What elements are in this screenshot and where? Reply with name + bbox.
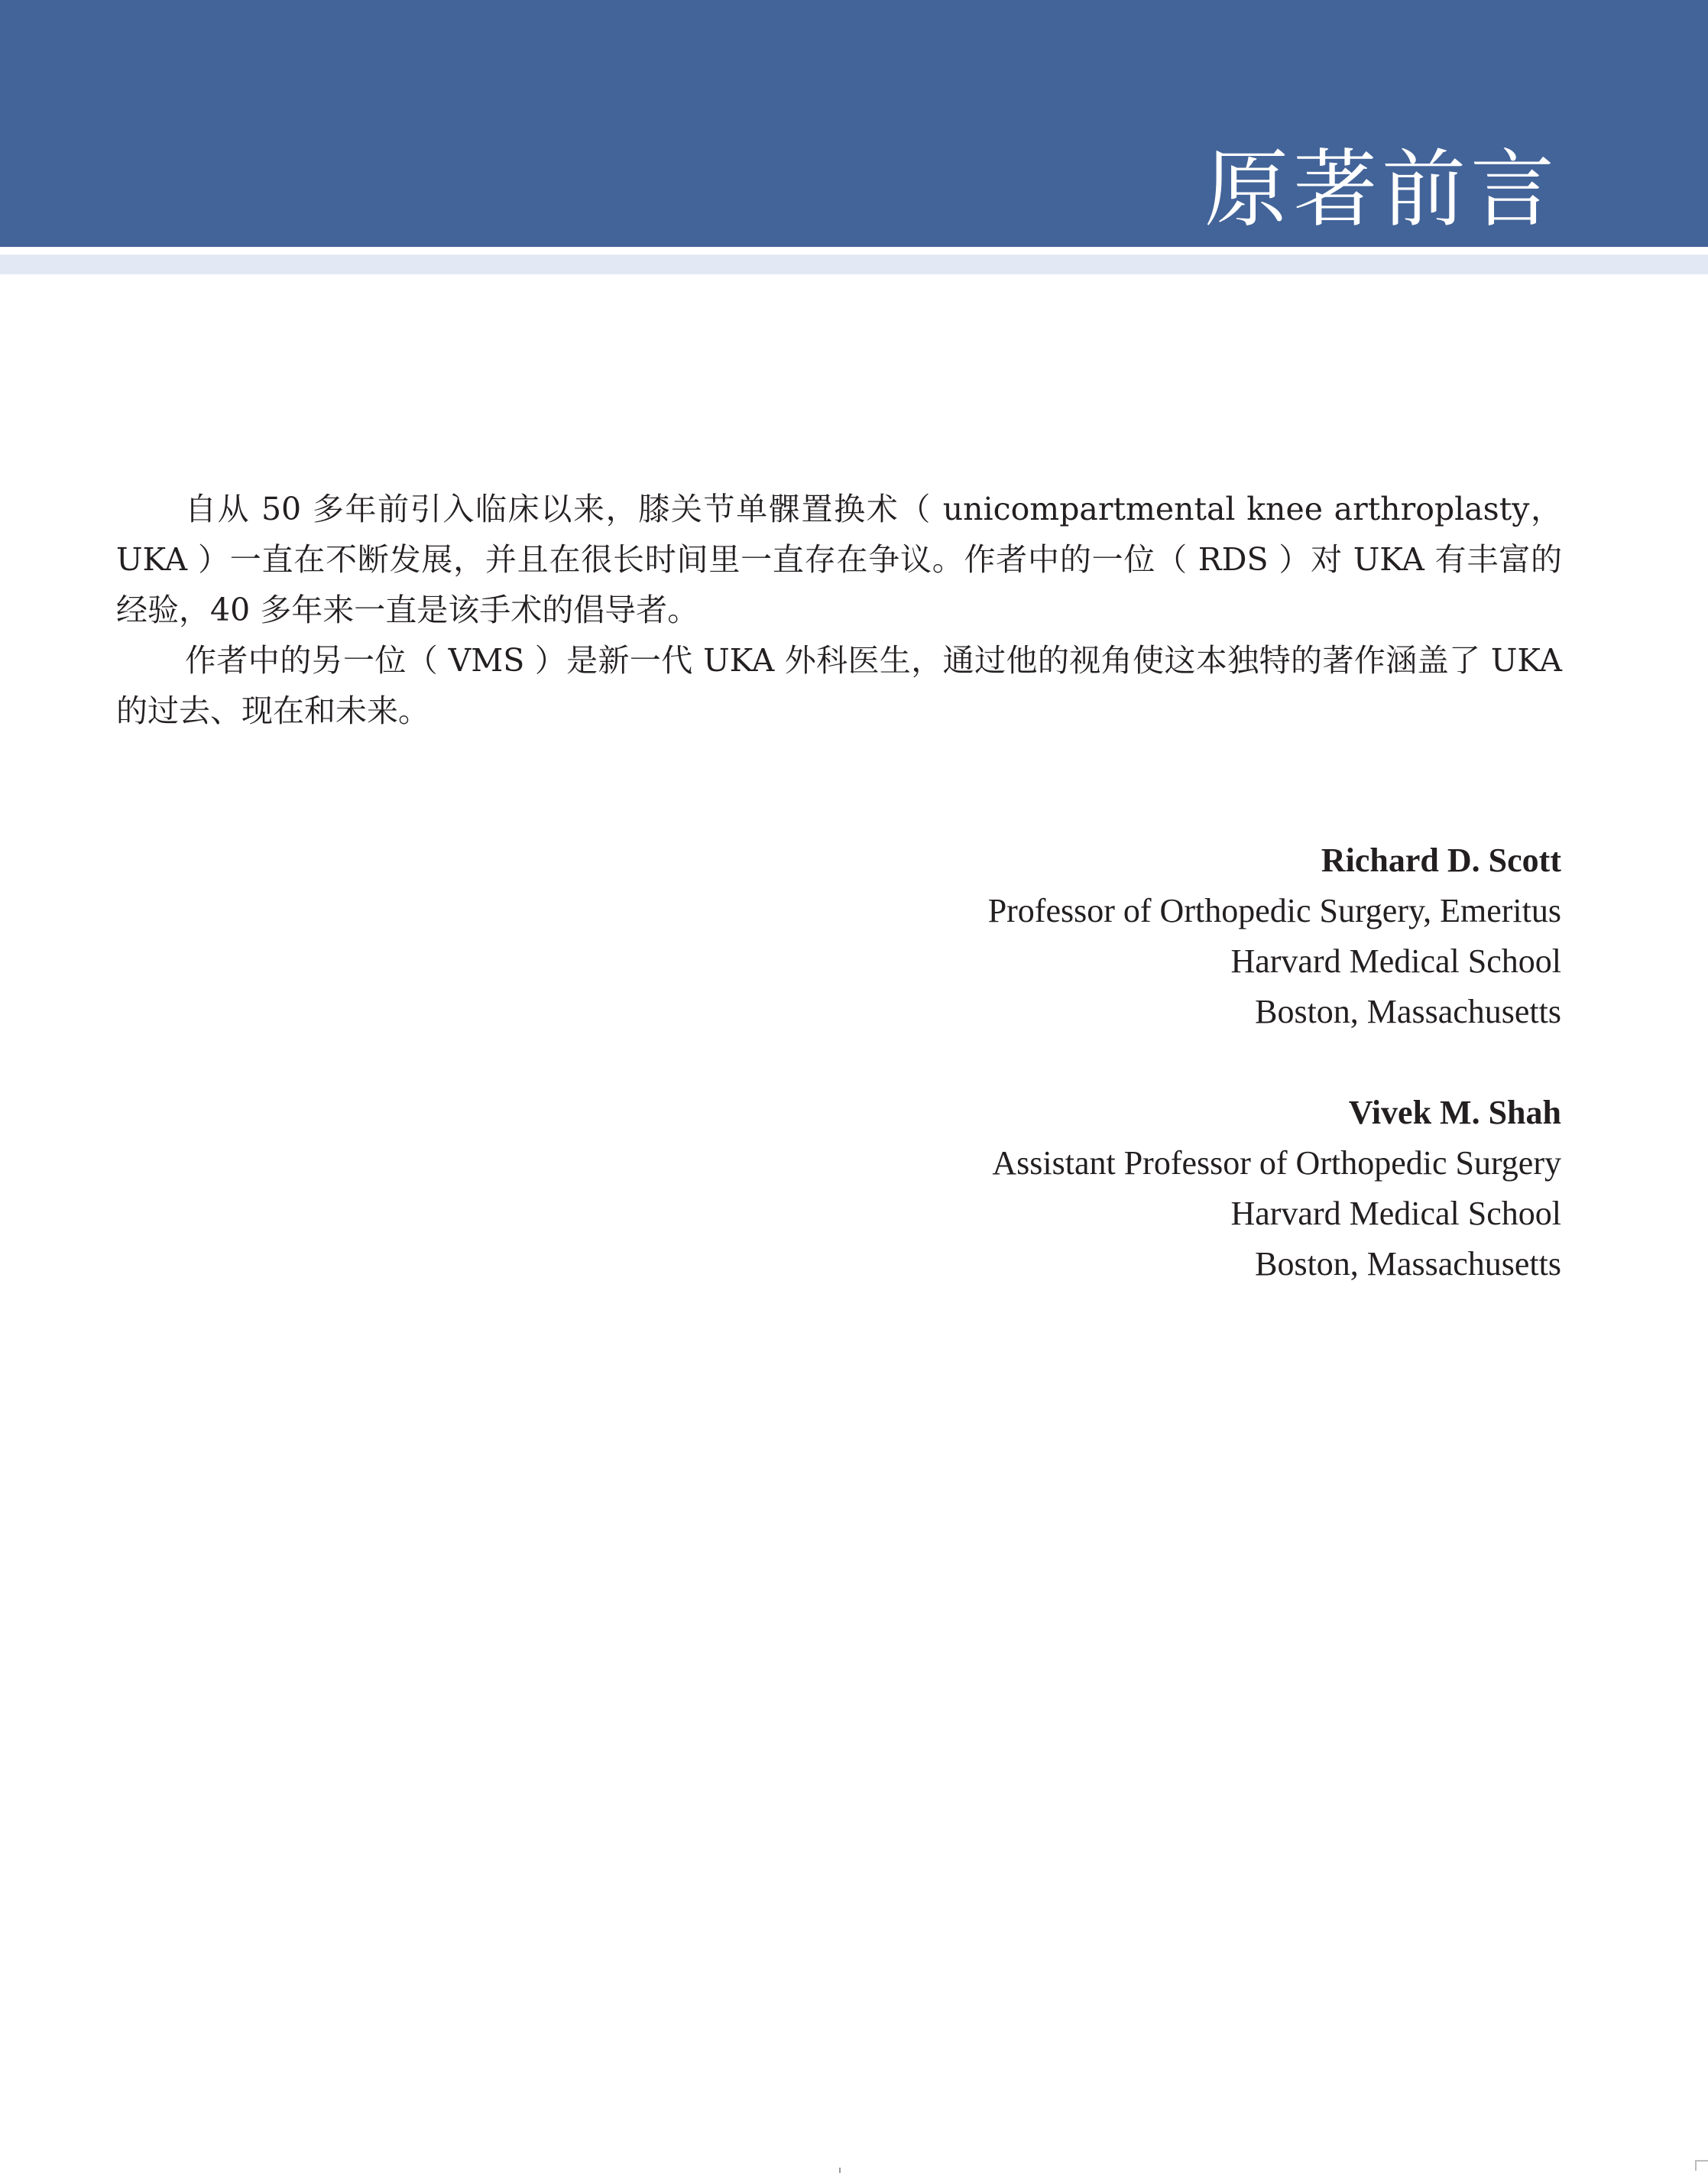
- header-band: [0, 0, 1708, 247]
- signature-block-scott: [644, 835, 1561, 1037]
- crop-mark: [1695, 2160, 1708, 2171]
- page-title: 原著前言: [1204, 141, 1559, 238]
- preface-paragraph: 自从 50 多年前引入临床以来，膝关节单髁置换术（ unicompartmental knee arthroplasty，UKA ）一直在不断发展，并且在很长时间里一直存在争议。作者中的一位（ RDS ）对 UKA 有丰富的经验，40 多年来一直是该手术的倡导者。: [116, 491, 1562, 628]
- author-location: Boston, Massachusetts: [1255, 993, 1561, 1030]
- preface-body: [116, 484, 1562, 736]
- author-title: Assistant Professor of Orthopedic Surgery: [992, 1144, 1561, 1182]
- author-institution: Harvard Medical School: [1230, 942, 1561, 980]
- crop-mark: [839, 2168, 841, 2173]
- author-location: Boston, Massachusetts: [1255, 1245, 1561, 1283]
- author-institution: Harvard Medical School: [1230, 1195, 1561, 1232]
- author-title: Professor of Orthopedic Surgery, Emeritus: [987, 892, 1561, 929]
- preface-paragraph: 作者中的另一位（ VMS ）是新一代 UKA 外科医生，通过他的视角使这本独特的著作涵盖了 UKA 的过去、现在和未来。: [116, 642, 1562, 729]
- author-name: Vivek M. Shah: [1348, 1094, 1561, 1131]
- signature-block-shah: [644, 1088, 1561, 1289]
- header-stripe: [0, 255, 1708, 274]
- author-name: Richard D. Scott: [1321, 842, 1561, 879]
